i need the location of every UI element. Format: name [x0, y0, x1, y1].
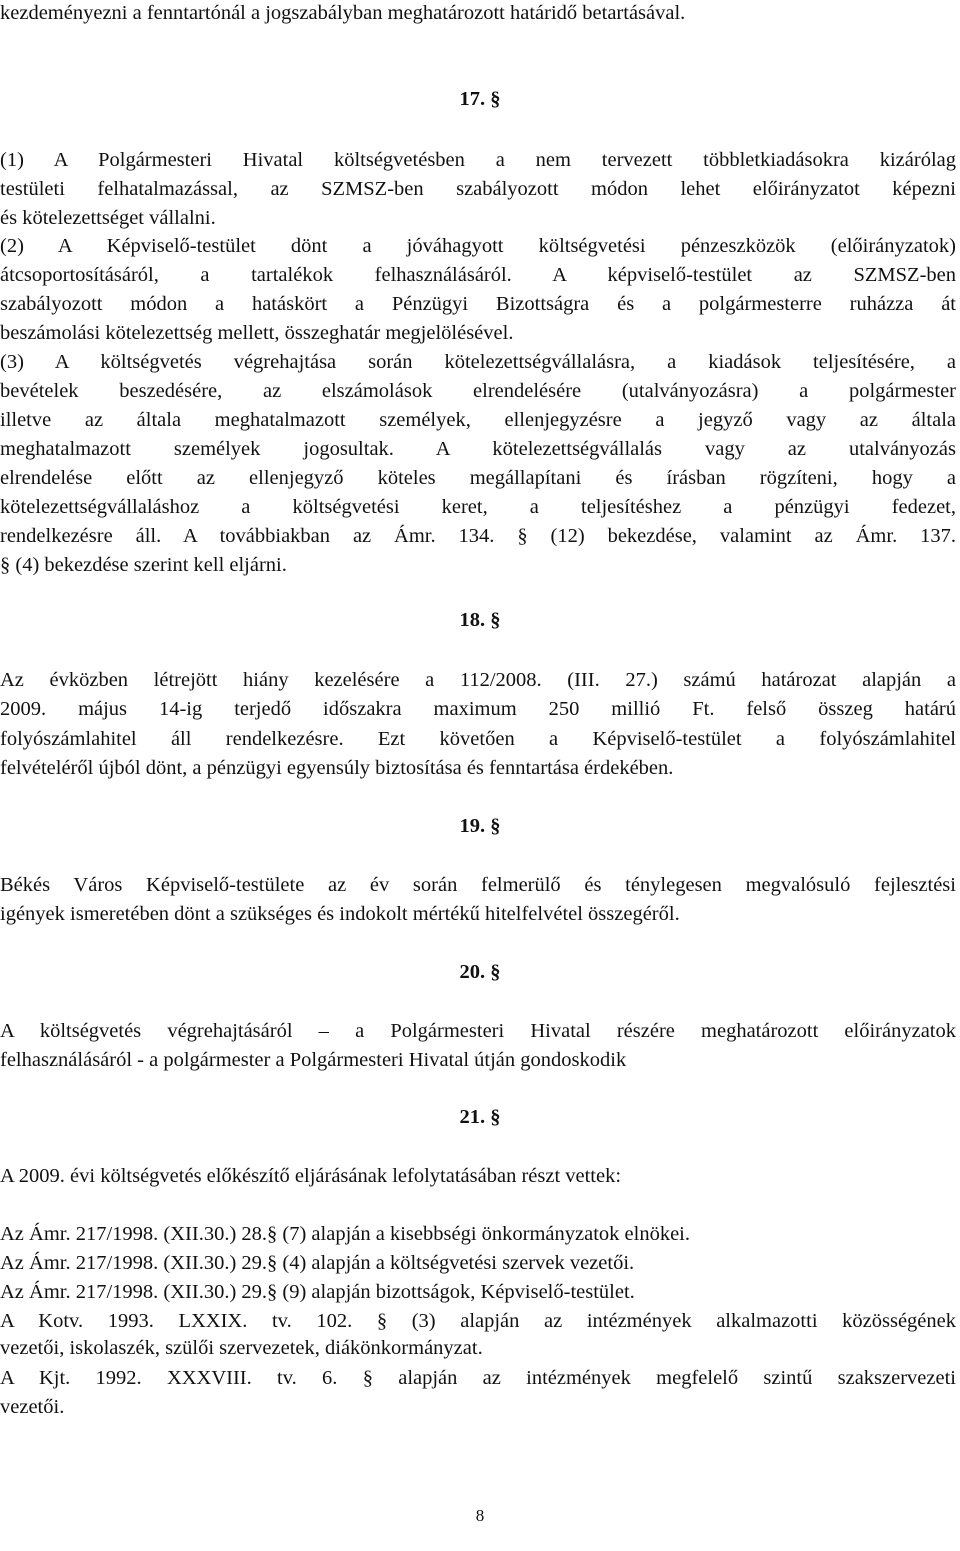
text-line: és kötelezettséget vállalni. [0, 207, 216, 229]
section-heading-20: 20. § [459, 961, 501, 983]
text-line: (3) A költségvetés végrehajtása során kötelezettségvállalásra, a kiadások teljesítésére, a [0, 351, 956, 373]
text-line: (2) A Képviselő-testület dönt a jóváhagyott költségvetési pénzeszközök (előirányzatok) [0, 235, 956, 257]
text-line: folyószámlahitel áll rendelkezésre. Ezt követően a Képviselő-testület a folyószámlahitel [0, 728, 956, 750]
list-item: Az Ámr. 217/1998. (XII.30.) 28.§ (7) alapján a kisebbségi önkormányzatok elnökei. [0, 1223, 690, 1245]
text-line: kezdeményezni a fenntartónál a jogszabályban meghatározott határidő betartásával. [0, 2, 686, 24]
text-line: rendelkezésre áll. A továbbiakban az Ámr. 134. § (12) bekezdése, valamint az Ámr. 137. [0, 525, 956, 547]
list-item: Az Ámr. 217/1998. (XII.30.) 29.§ (9) alapján bizottságok, Képviselő-testület. [0, 1281, 635, 1303]
text-line: elrendelése előtt az ellenjegyző köteles megállapítani és írásban rögzíteni, hogy a [0, 467, 956, 489]
text-line: Az évközben létrejött hiány kezelésére a 112/2008. (III. 27.) számú határozat alapján a [0, 669, 956, 691]
text-line: § (4) bekezdése szerint kell eljárni. [0, 554, 287, 576]
section-heading-18: 18. § [459, 609, 501, 631]
text-line: bevételek beszedésére, az elszámolások elrendelésére (utalványozásra) a polgármester [0, 380, 956, 402]
text-line: Békés Város Képviselő-testülete az év során felmerülő és ténylegesen megvalósuló fejlesztési [0, 874, 956, 896]
text-line: meghatalmazott személyek jogosultak. A kötelezettségvállalás vagy az utalványozás [0, 438, 956, 460]
text-line: A 2009. évi költségvetés előkészítő eljárásának lefolytatásában részt vettek: [0, 1165, 622, 1187]
text-line: felhasználásáról - a polgármester a Polgármesteri Hivatal útján gondoskodik [0, 1049, 627, 1071]
section-heading-21: 21. § [459, 1106, 501, 1128]
text-line: beszámolási kötelezettség mellett, összeghatár megjelölésével. [0, 322, 514, 344]
text-line: testületi felhatalmazással, az SZMSZ-ben szabályozott módon lehet előirányzatot képezni [0, 178, 956, 200]
text-line: átcsoportosításáról, a tartalékok felhasználásáról. A képviselő-testület az SZMSZ-ben [0, 264, 956, 286]
list-item: Az Ámr. 217/1998. (XII.30.) 29.§ (4) alapján a költségvetési szervek vezetői. [0, 1252, 635, 1274]
section-heading-17: 17. § [459, 88, 501, 110]
list-item: vezetői. [0, 1396, 65, 1418]
text-line: A költségvetés végrehajtásáról – a Polgármesteri Hivatal részére meghatározott előirányzatok [0, 1020, 956, 1042]
text-line: illetve az általa meghatalmazott személyek, ellenjegyzésre a jegyző vagy az általa [0, 409, 956, 431]
text-line: 2009. május 14-ig terjedő időszakra maximum 250 millió Ft. felső összeg határú [0, 698, 956, 720]
list-item: A Kotv. 1993. LXXIX. tv. 102. § (3) alapján az intézmények alkalmazotti közösségének [0, 1310, 956, 1332]
text-line: (1) A Polgármesteri Hivatal költségvetésben a nem tervezett többletkiadásokra kizárólag [0, 149, 956, 171]
text-line: igények ismeretében dönt a szükséges és indokolt mértékű hitelfelvétel összegéről. [0, 903, 680, 925]
text-line: kötelezettségvállaláshoz a költségvetési keret, a teljesítéshez a pénzügyi fedezet, [0, 496, 956, 518]
list-item: vezetői, iskolaszék, szülői szervezetek, diákönkormányzat. [0, 1337, 483, 1359]
page-number: 8 [475, 1506, 485, 1525]
section-heading-19: 19. § [459, 815, 501, 837]
list-item: A Kjt. 1992. XXXVIII. tv. 6. § alapján az intézmények megfelelő szintű szakszervezeti [0, 1367, 956, 1389]
text-line: felvételéről újból dönt, a pénzügyi egyensúly biztosítása és fenntartása érdekében. [0, 757, 674, 779]
text-line: szabályozott módon a hatáskört a Pénzügyi Bizottságra és a polgármesterre ruházza át [0, 293, 956, 315]
